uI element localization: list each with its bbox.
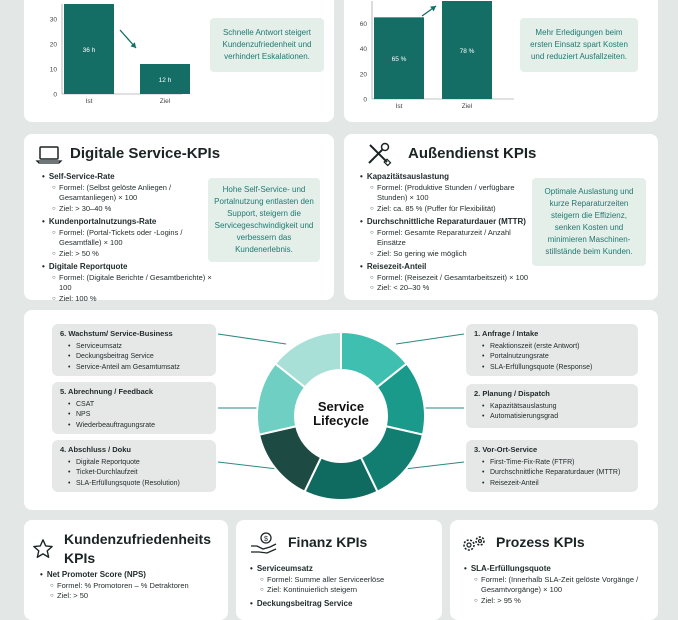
x-tick-label: Ziel (461, 103, 473, 110)
customer-kpi-list (40, 570, 226, 602)
customer-kpis-title-line1: Kundenzufriedenheits (64, 531, 212, 547)
kpi-name: • Reisezeit-Anteil (360, 262, 530, 273)
kpi-formula: ○ Formel: % Promotoren – % Detraktoren (50, 581, 226, 592)
digital-kpi-list (42, 172, 214, 304)
x-tick-label: Ziel (159, 98, 171, 105)
response-time-note: Schnelle Antwort steigert Kundenzufriedenheit und verhindert Eskalationen. (210, 18, 324, 72)
process-kpi-list (464, 564, 654, 606)
phase-title: 6. Wachstum/ Service-Business (60, 329, 173, 338)
arrow-head (430, 6, 436, 11)
digital-kpis-title: Digitale Service-KPIs (70, 145, 221, 162)
customer-kpis-title (64, 530, 211, 568)
ftfr-chart-card (344, 0, 658, 122)
kpi-target: ○ Ziel: > 30–40 % (52, 204, 214, 215)
kpi-name: • Kapazitätsauslastung (360, 172, 530, 183)
process-kpis-title: Prozess KPIs (496, 534, 585, 550)
tools-icon (366, 142, 392, 171)
field-kpi-list (360, 172, 530, 294)
kpi-formula: ○ Formel: Gesamte Reparaturzeit / Anzahl Einsätze (370, 228, 530, 249)
response-time-chart (24, 0, 224, 122)
phase-6-box (52, 324, 216, 376)
field-note: Optimale Auslastung und kurze Reparaturzeiten steigern die Effizienz, senken Kosten und minimieren Maschinen-stillstände beim Kunden. (532, 178, 646, 266)
bar-value-label: 36 h (82, 47, 96, 54)
y-tick-label: 60 (359, 21, 367, 29)
kpi-target: ○ Ziel: Kontinuierlich steigern (260, 585, 438, 596)
phase-5-box (52, 382, 216, 434)
phase-kpi: • Ticket-Durchlaufzeit (68, 468, 208, 479)
y-tick-label: 10 (49, 66, 57, 74)
kpi-name: • Serviceumsatz (250, 564, 438, 575)
finance-kpis-title: Finanz KPIs (288, 534, 368, 550)
kpi-name: • Durchschnittliche Reparaturdauer (MTTR) (360, 217, 530, 228)
phase-1-box (466, 324, 638, 376)
phase-kpi: • SLA-Erfüllungsquote (Resolution) (68, 479, 208, 490)
y-tick-label: 0 (363, 96, 367, 104)
finance-kpi-list (250, 564, 438, 609)
kpi-target: ○ Ziel: < 20–30 % (370, 283, 530, 294)
field-kpis-card (344, 134, 658, 300)
kpi-name: • Net Promoter Score (NPS) (40, 570, 226, 581)
trend-arrow (120, 30, 136, 48)
kpi-formula: ○ Formel: (Selbst gelöste Anliegen / Gesamtanliegen) × 100 (52, 183, 214, 204)
phase-kpi: • Portalnutzungsrate (482, 352, 630, 363)
phase-kpi: • CSAT (68, 400, 208, 411)
kpi-target: ○ Ziel: > 50 % (52, 249, 214, 260)
service-lifecycle-card (24, 310, 658, 510)
gears-icon (460, 534, 488, 559)
kpi-name: • Self-Service-Rate (42, 172, 214, 183)
finance-kpis-card (236, 520, 442, 620)
kpi-formula: ○ Formel: (Innerhalb SLA-Zeit gelöste Vorgänge / Gesamtvorgänge) × 100 (474, 575, 654, 596)
x-tick-label: Ist (395, 103, 403, 110)
phase-kpi: • First-Time-Fix-Rate (FTFR) (482, 458, 630, 469)
lifecycle-center-line1: Service (317, 399, 365, 414)
y-tick-label: 20 (359, 71, 367, 79)
field-kpis-title: Außendienst KPIs (408, 145, 537, 162)
y-tick-label: 30 (49, 16, 57, 24)
kpi-name: • Kundenportalnutzungs-Rate (42, 217, 214, 228)
phase-kpi: • Digitale Reportquote (68, 458, 208, 469)
y-tick-label: 0 (53, 91, 57, 99)
phase-kpi: • NPS (68, 410, 208, 421)
star-icon (32, 538, 54, 565)
phase-kpi: • Service-Anteil am Gesamtumsatz (68, 363, 208, 374)
bar-value-label: 78 % (459, 48, 475, 55)
bar-value-label: 12 h (158, 77, 172, 84)
kpi-target: ○ Ziel: 100 % (52, 294, 214, 305)
phase-title: 3. Vor-Ort-Service (474, 445, 538, 454)
kpi-formula: ○ Formel: (Produktive Stunden / verfügbare Stunden) × 100 (370, 183, 530, 204)
customer-kpis-title-line2: KPIs (64, 550, 96, 566)
kpi-formula: ○ Formel: (Reisezeit / Gesamtarbeitszeit) × 100 (370, 273, 530, 284)
bar-value-label: 65 % (391, 56, 407, 64)
y-tick-label: 20 (49, 41, 57, 49)
ftfr-note: Mehr Erledigungen beim ersten Einsatz spart Kosten und reduziert Ausfallzeiten. (520, 18, 638, 72)
kpi-target: ○ Ziel: So gering wie möglich (370, 249, 530, 260)
kpi-name: • SLA-Erfüllungsquote (464, 564, 654, 575)
hand-money-icon (250, 532, 278, 559)
lifecycle-center-line2: Lifecycle (313, 413, 369, 428)
laptop-icon (36, 146, 62, 169)
customer-kpis-card (24, 520, 228, 620)
svg-text:$: $ (264, 536, 268, 543)
phase-3-box (466, 440, 638, 492)
phase-2-box (466, 384, 638, 428)
phase-title: 4. Abschluss / Doku (60, 445, 131, 454)
kpi-name: • Digitale Reportquote (42, 262, 214, 273)
kpi-formula: ○ Formel: (Portal-Tickets oder -Logins / Gesamtfälle) × 100 (52, 228, 214, 249)
phase-title: 2. Planung / Dispatch (474, 389, 550, 398)
kpi-target: ○ Ziel: > 95 % (474, 596, 654, 607)
process-kpis-card (450, 520, 658, 620)
phase-kpi: • Reaktionszeit (erste Antwort) (482, 342, 630, 353)
trend-arrow (422, 6, 436, 16)
phase-kpi: • Durchschnittliche Reparaturdauer (MTTR) (482, 468, 630, 479)
kpi-formula: ○ Formel: (Digitale Berichte / Gesamtberichte) × 100 (52, 273, 214, 294)
phase-kpi: • SLA-Erfüllungsquote (Response) (482, 363, 630, 374)
phase-kpi: • Automatisierungsgrad (482, 412, 630, 423)
phase-kpi: • Wiederbeauftragungsrate (68, 421, 208, 432)
phase-kpi: • Deckungsbeitrag Service (68, 352, 208, 363)
kpi-target: ○ Ziel: ca. 85 % (Puffer für Flexibilität) (370, 204, 530, 215)
phase-kpi: • Reisezeit-Anteil (482, 479, 630, 490)
kpi-name: • Deckungsbeitrag Service (250, 599, 438, 610)
phase-kpi: • Kapazitätsauslastung (482, 402, 630, 413)
digital-note: Hohe Self-Service- und Portalnutzung entlasten den Support, steigern die Servicegeschwindigkeit und verbessern das Kundenerlebnis. (208, 178, 320, 262)
kpi-target: ○ Ziel: > 50 (50, 591, 226, 602)
y-tick-label: 40 (359, 46, 367, 54)
digital-kpis-card (24, 134, 334, 303)
phase-kpi: • Serviceumsatz (68, 342, 208, 353)
phase-title: 5. Abrechnung / Feedback (60, 387, 154, 396)
ftfr-chart (344, 0, 534, 122)
phase-4-box (52, 440, 216, 492)
response-time-chart-card (24, 0, 334, 122)
kpi-formula: ○ Formel: Summe aller Serviceerlöse (260, 575, 438, 586)
x-tick-label: Ist (85, 98, 93, 105)
phase-title: 1. Anfrage / Intake (474, 329, 539, 338)
